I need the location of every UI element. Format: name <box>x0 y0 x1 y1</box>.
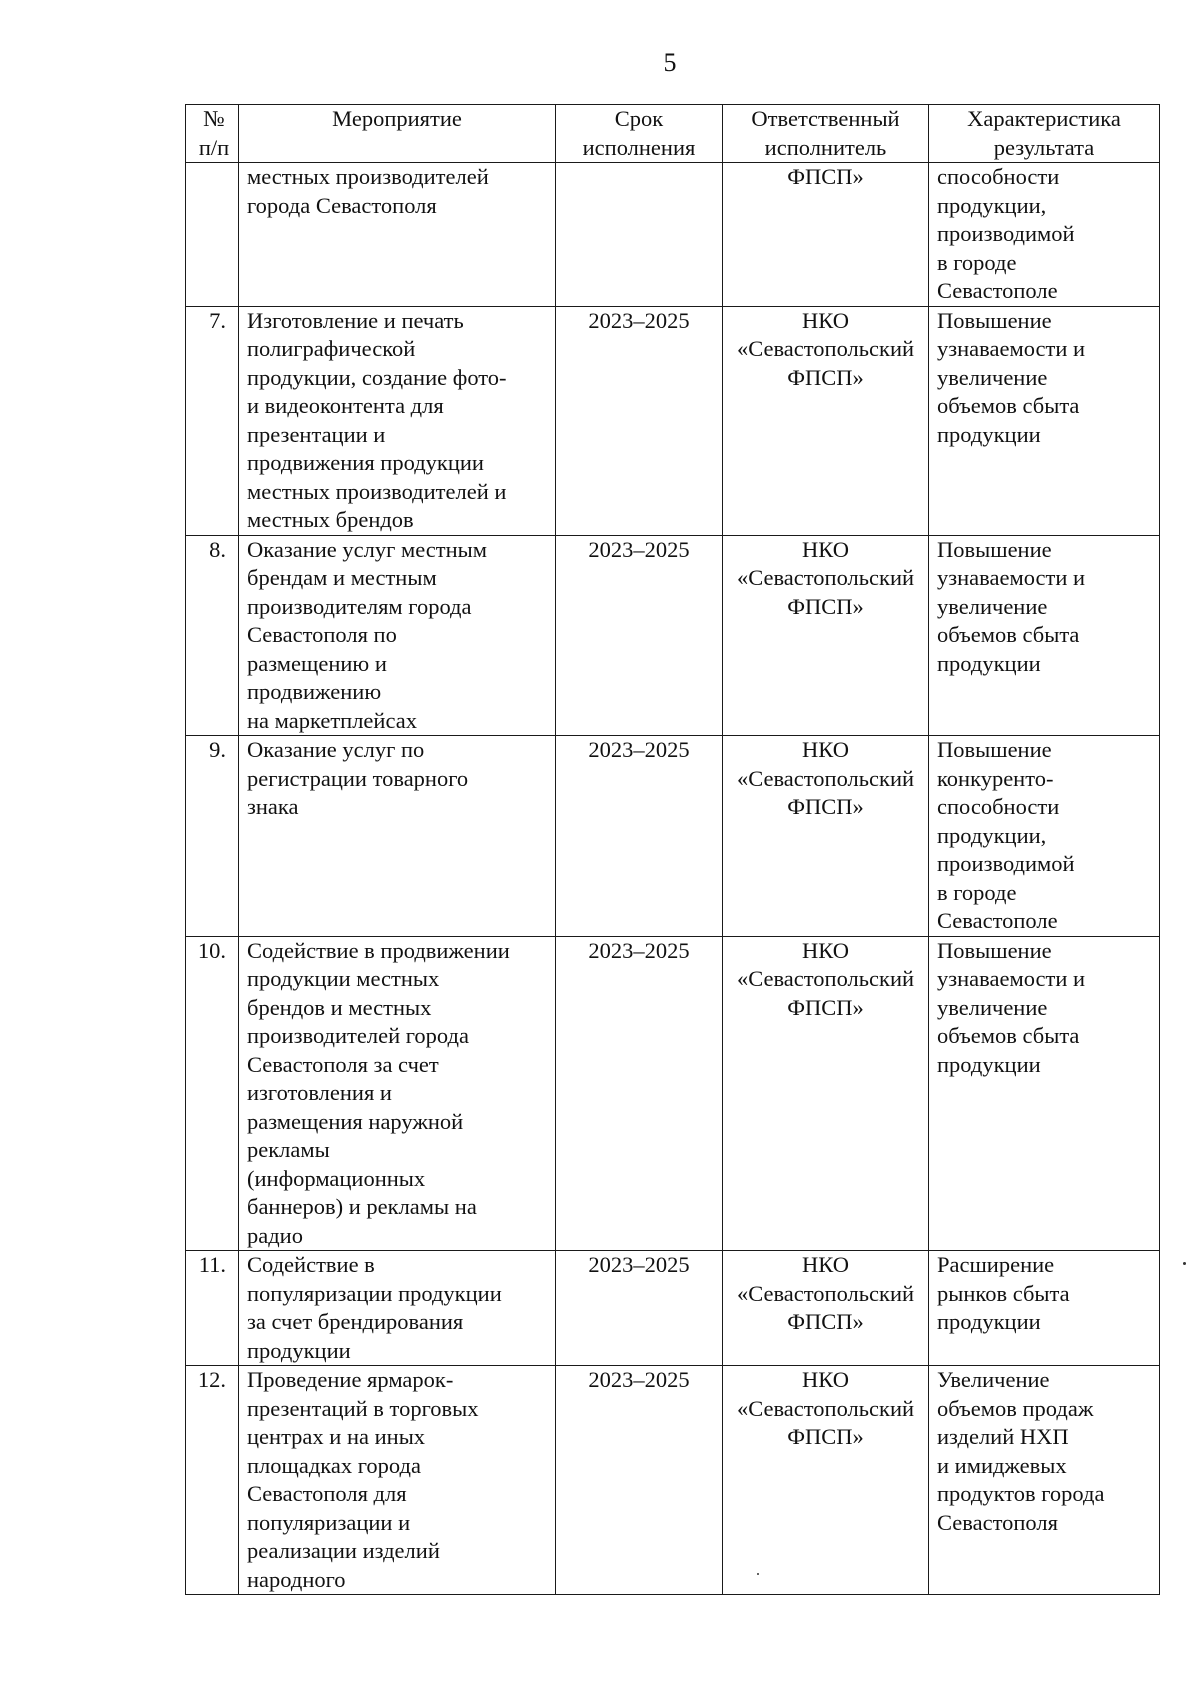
header-term-line: Срок <box>614 106 664 131</box>
header-responsible-line: Ответственный <box>751 106 900 131</box>
row-number: 7. <box>186 306 239 535</box>
result-cell-line: узнаваемости и <box>937 565 1086 590</box>
responsible-cell <box>723 936 929 1251</box>
responsible-cell-line: НКО <box>802 737 849 762</box>
activity-cell-line: изготовления и <box>247 1080 392 1105</box>
activity-cell-line: города Севастополя <box>247 192 437 218</box>
term-cell <box>556 535 723 736</box>
header-result-line: Характеристика <box>967 106 1121 131</box>
responsible-cell-line: «Севастопольский <box>736 565 915 590</box>
responsible-cell <box>723 306 929 535</box>
responsible-cell-line: «Севастопольский <box>736 336 915 361</box>
table-body <box>186 163 1160 1595</box>
result-cell-line: увеличение <box>937 593 1048 619</box>
result-cell-line: объемов продаж <box>937 1395 1094 1421</box>
table-header <box>186 105 1160 163</box>
activity-cell-line: популяризации и <box>247 1509 411 1535</box>
responsible-cell-line: ФПСП» <box>787 593 864 619</box>
activity-cell-line: реализации изделий <box>247 1538 440 1563</box>
result-cell-line: объемов сбыта <box>937 393 1080 418</box>
result-cell <box>929 1251 1160 1366</box>
header-num-line: № <box>203 106 225 131</box>
activity-cell <box>239 1251 556 1366</box>
result-cell-line: продукции <box>937 421 1041 447</box>
result-cell-line: Повышение <box>937 536 1052 562</box>
result-cell <box>929 535 1160 736</box>
activity-cell-line: Оказание услуг местным <box>247 536 487 562</box>
result-cell-line: продукции, <box>937 192 1047 218</box>
activity-cell-line: на маркетплейсах <box>247 707 417 733</box>
activity-cell <box>239 163 556 307</box>
row-number: 11. <box>186 1251 239 1366</box>
result-cell-line: продукции <box>937 1309 1041 1334</box>
result-cell-line: объемов сбыта <box>937 622 1080 647</box>
table-row <box>186 936 1160 1251</box>
header-activity-line: Мероприятие <box>332 106 462 131</box>
activity-cell-line: популяризации продукции <box>247 1280 502 1306</box>
result-cell-line: Повышение <box>937 307 1052 333</box>
activity-cell-line: народного <box>247 1566 346 1592</box>
result-cell-line: узнаваемости и <box>937 966 1086 991</box>
result-cell-line: конкуренто- <box>937 765 1054 791</box>
result-cell-line: Расширение <box>937 1252 1055 1277</box>
result-cell-line: в городе <box>937 879 1017 905</box>
responsible-cell <box>723 1366 929 1595</box>
activity-cell <box>239 535 556 736</box>
responsible-cell <box>723 535 929 736</box>
result-cell-line: продукции <box>937 650 1041 676</box>
header-result <box>929 105 1160 163</box>
activity-cell-line: Севастополя за счет <box>247 1051 439 1077</box>
activity-cell-line: местных производителей и <box>247 478 507 504</box>
header-row <box>186 105 1160 163</box>
header-term-line: исполнения <box>582 134 696 160</box>
header-responsible-line: исполнитель <box>764 134 887 160</box>
result-cell <box>929 163 1160 307</box>
responsible-cell-line: НКО <box>802 1367 849 1392</box>
header-num <box>186 105 239 163</box>
activity-cell-line: производителей города <box>247 1023 469 1048</box>
header-responsible <box>723 105 929 163</box>
row-number <box>186 163 239 307</box>
result-cell <box>929 736 1160 937</box>
term-cell-line: 2023–2025 <box>588 937 690 963</box>
table-row <box>186 1251 1160 1366</box>
activity-cell-line: за счет брендирования <box>247 1309 464 1334</box>
result-cell-line: изделий НХП <box>937 1424 1069 1449</box>
result-cell-line: увеличение <box>937 994 1048 1020</box>
row-number: 12. <box>186 1366 239 1595</box>
activity-cell-line: центрах и на иных <box>247 1424 426 1449</box>
activity-cell <box>239 736 556 937</box>
responsible-cell-line: НКО <box>802 307 849 333</box>
activity-cell-line: (информационных <box>247 1165 426 1191</box>
table-row <box>186 163 1160 307</box>
activity-cell-line: продукции местных <box>247 966 440 991</box>
result-cell-line: и имиджевых <box>937 1452 1067 1478</box>
result-cell-line: Повышение <box>937 937 1052 963</box>
activity-cell-line: презентации и <box>247 421 386 447</box>
term-cell-line: 2023–2025 <box>588 536 690 562</box>
table-row <box>186 1366 1160 1595</box>
activity-cell <box>239 936 556 1251</box>
header-result-line: результата <box>993 134 1095 160</box>
result-cell-line: Повышение <box>937 737 1052 762</box>
activity-cell-line: презентаций в торговых <box>247 1395 479 1421</box>
term-cell <box>556 736 723 937</box>
activity-cell-line: продвижения продукции <box>247 450 484 475</box>
header-activity <box>239 105 556 163</box>
activity-cell-line: брендам и местным <box>247 565 437 590</box>
activity-cell-line: регистрации товарного <box>247 765 469 791</box>
header-term <box>556 105 723 163</box>
activity-cell-line: Содействие в продвижении <box>247 937 510 963</box>
activity-cell-line: брендов и местных <box>247 994 432 1020</box>
activity-cell-line: и видеоконтента для <box>247 393 444 418</box>
table-row <box>186 535 1160 736</box>
term-cell-line: 2023–2025 <box>588 1367 690 1392</box>
term-cell <box>556 306 723 535</box>
result-cell-line: способности <box>937 794 1060 819</box>
activity-cell-line: Севастополя для <box>247 1481 407 1506</box>
result-cell-line: продуктов города <box>937 1481 1105 1506</box>
activity-cell <box>239 1366 556 1595</box>
responsible-cell-line: «Севастопольский <box>736 765 915 791</box>
activity-cell-line: местных производителей <box>247 164 489 189</box>
activity-cell-line: площадках города <box>247 1452 421 1478</box>
term-cell <box>556 936 723 1251</box>
result-cell-line: способности <box>937 164 1060 189</box>
header-num-line: п/п <box>198 134 230 160</box>
result-cell-line: продукции <box>937 1051 1041 1077</box>
activity-cell-line: баннеров) и рекламы на <box>247 1194 477 1219</box>
responsible-cell-line: «Севастопольский <box>736 1280 915 1306</box>
activity-cell-line: продукции, создание фото- <box>247 364 507 390</box>
activity-cell-line: размещения наружной <box>247 1108 464 1134</box>
responsible-cell-line: ФПСП» <box>787 1309 864 1334</box>
activity-cell-line: Содействие в <box>247 1252 375 1277</box>
activity-cell-line: размещению и <box>247 650 387 676</box>
row-number: 9. <box>186 736 239 937</box>
result-cell-line: Севастополе <box>937 908 1058 933</box>
row-number: 10. <box>186 936 239 1251</box>
result-cell-line: продукции, <box>937 822 1047 848</box>
responsible-cell <box>723 736 929 937</box>
activity-cell-line: Изготовление и печать <box>247 307 464 333</box>
activity-cell-line: Проведение ярмарок- <box>247 1367 454 1392</box>
term-cell-line: 2023–2025 <box>588 307 690 333</box>
activity-cell-line: производителям города <box>247 593 472 619</box>
table-row <box>186 306 1160 535</box>
term-cell <box>556 163 723 307</box>
result-cell <box>929 936 1160 1251</box>
responsible-cell-line: НКО <box>802 536 849 562</box>
result-cell-line: производимой <box>937 851 1075 876</box>
result-cell-line: производимой <box>937 221 1075 246</box>
result-cell-line: узнаваемости и <box>937 336 1086 361</box>
result-cell-line: в городе <box>937 249 1017 275</box>
result-cell-line: Севастополе <box>937 278 1058 303</box>
responsible-cell-line: НКО <box>802 1252 849 1277</box>
activity-cell-line: Оказание услуг по <box>247 737 425 762</box>
responsible-cell <box>723 1251 929 1366</box>
result-cell-line: рынков сбыта <box>937 1280 1070 1306</box>
responsible-cell-line: «Севастопольский <box>736 966 915 991</box>
activities-table <box>185 104 1160 1595</box>
term-cell <box>556 1366 723 1595</box>
page-number: 5 <box>663 48 677 77</box>
responsible-cell-line: ФПСП» <box>787 794 864 819</box>
activity-cell-line: продвижению <box>247 679 382 704</box>
activity-cell-line: знака <box>247 794 299 819</box>
result-cell-line: Севастополя <box>937 1509 1058 1535</box>
responsible-cell-line: «Севастопольский <box>736 1395 915 1421</box>
responsible-cell-line: ФПСП» <box>787 994 864 1020</box>
term-cell-line: 2023–2025 <box>588 1252 690 1277</box>
row-number: 8. <box>186 535 239 736</box>
activity-cell <box>239 306 556 535</box>
result-cell <box>929 1366 1160 1595</box>
term-cell <box>556 1251 723 1366</box>
table-row <box>186 736 1160 937</box>
term-cell-line: 2023–2025 <box>588 737 690 762</box>
result-cell <box>929 306 1160 535</box>
activity-cell-line: Севастополя по <box>247 622 397 647</box>
activity-cell-line: местных брендов <box>247 507 414 532</box>
result-cell-line: объемов сбыта <box>937 1023 1080 1048</box>
result-cell-line: Увеличение <box>937 1367 1050 1392</box>
scan-speck <box>757 1573 759 1575</box>
activity-cell-line: полиграфической <box>247 336 416 361</box>
responsible-cell-line: ФПСП» <box>787 164 864 189</box>
result-cell-line: увеличение <box>937 364 1048 390</box>
activity-cell-line: рекламы <box>247 1137 330 1162</box>
scan-speck <box>1183 1262 1186 1265</box>
responsible-cell <box>723 163 929 307</box>
responsible-cell-line: ФПСП» <box>787 364 864 390</box>
activity-cell-line: продукции <box>247 1337 351 1363</box>
responsible-cell-line: ФПСП» <box>787 1424 864 1449</box>
activity-cell-line: радио <box>247 1222 303 1248</box>
responsible-cell-line: НКО <box>802 937 849 963</box>
